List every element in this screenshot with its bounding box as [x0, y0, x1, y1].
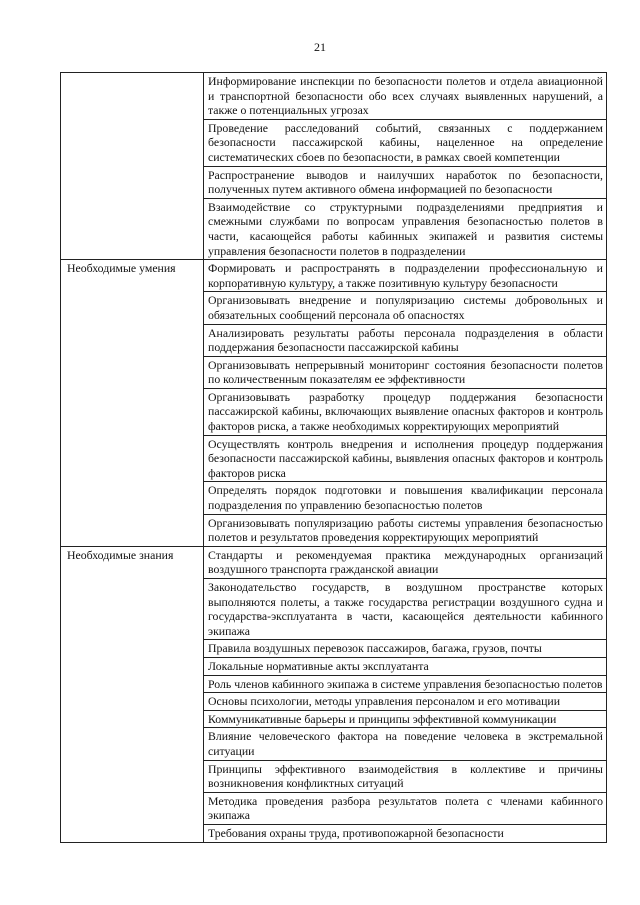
table-cell-item: Локальные нормативные акты эксплуатанта [204, 657, 607, 675]
competency-table [60, 72, 607, 843]
table-cell-item: Коммуникативные барьеры и принципы эффективной коммуникации [204, 710, 607, 728]
table-cell-item: Влияние человеческого фактора на поведение человека в экстремальной ситуации [204, 728, 607, 760]
table-cell-item: Правила воздушных перевозок пассажиров, багажа, грузов, почты [204, 640, 607, 658]
table-row [61, 546, 607, 578]
table-cell-item: Требования охраны труда, противопожарной безопасности [204, 824, 607, 842]
table-cell-item: Роль членов кабинного экипажа в системе управления безопасностью полетов [204, 675, 607, 693]
section-cell-continuation [61, 73, 204, 260]
table-row [61, 260, 607, 292]
table-cell-item: Принципы эффективного взаимодействия в коллективе и причины возникновения конфликтных ситуаций [204, 760, 607, 792]
table-cell-item: Законодательство государств, в воздушном пространстве которых выполняются полеты, а также государства регистрации воздушного судна и государства-эксплуатанта в части, касающейся деятельности кабинного экипажа [204, 579, 607, 640]
table-cell-item: Формировать и распространять в подразделении профессиональную и корпоративную культуру, а также позитивную культуру безопасности [204, 260, 607, 292]
table-cell-item: Взаимодействие со структурными подразделениями предприятия и смежными службами по вопросам управления безопасностью полетов в части, касающейся работы кабинных экипажей и развития системы управления безопасности полетов в подразделении [204, 198, 607, 259]
table-cell-item: Организовывать популяризацию работы системы управления безопасностью полетов и результатов проведения корректирующих мероприятий [204, 514, 607, 546]
table-cell-item: Организовывать внедрение и популяризацию системы добровольных и обязательных сообщений персонала об опасностях [204, 292, 607, 324]
section-label-skills: Необходимые умения [61, 260, 204, 547]
page-number: 21 [314, 40, 326, 54]
table-cell-item: Определять порядок подготовки и повышения квалификации персонала подразделения по управлению безопасностью полетов [204, 482, 607, 514]
table-cell-item: Организовывать непрерывный мониторинг состояния безопасности полетов по количественным показателям ее эффективности [204, 356, 607, 388]
table-cell-item: Информирование инспекции по безопасности полетов и отдела авиационной и транспортной безопасности обо всех случаях выявленных нарушений, а также о потенциальных угрозах [204, 73, 607, 120]
table-cell-item: Организовывать разработку процедур поддержания безопасности пассажирской кабины, включающих выявление опасных факторов и контроль факторов риска, а также необходимых корректирующих мероприятий [204, 388, 607, 435]
table-cell-item: Анализировать результаты работы персонала подразделения в области поддержания безопасности пассажирской кабины [204, 324, 607, 356]
table-cell-item: Осуществлять контроль внедрения и исполнения процедур поддержания безопасности пассажирской кабины, выявления опасных факторов и контроль факторов риска [204, 435, 607, 482]
table-cell-item: Основы психологии, методы управления персоналом и его мотивации [204, 693, 607, 711]
table-row [61, 73, 607, 120]
section-label-knowledge: Необходимые знания [61, 546, 204, 842]
table-cell-item: Методика проведения разбора результатов полета с членами кабинного экипажа [204, 792, 607, 824]
table-cell-item: Стандарты и рекомендуемая практика международных организаций воздушного транспорта гражданской авиации [204, 546, 607, 578]
table-cell-item: Распространение выводов и наилучших наработок по безопасности, полученных путем активного обмена информацией по безопасности [204, 166, 607, 198]
table-cell-item: Проведение расследований событий, связанных с поддержанием безопасности пассажирской кабины, нацеленное на определение систематических сбоев по безопасности, в рамках своей компетенции [204, 119, 607, 166]
